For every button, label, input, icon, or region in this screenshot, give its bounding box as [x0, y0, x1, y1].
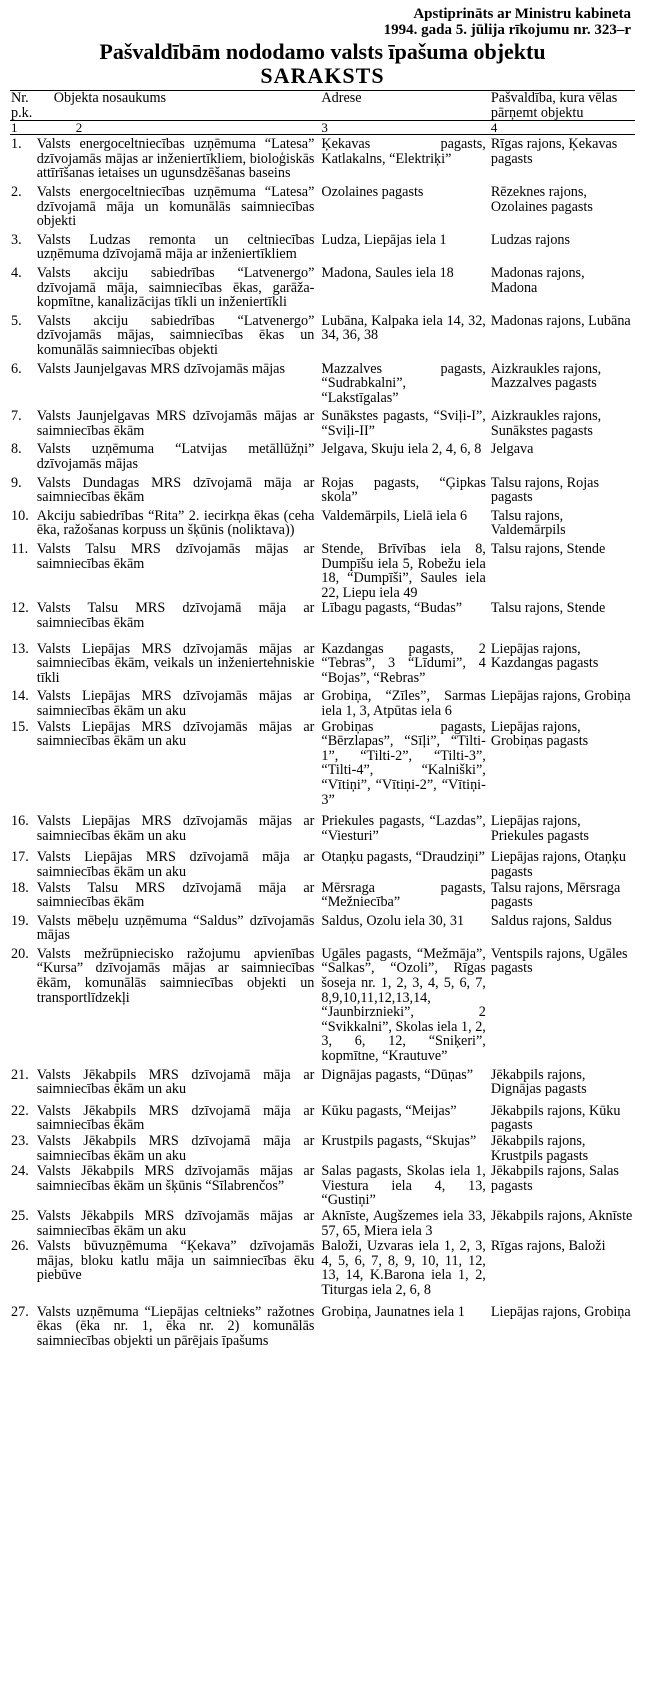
row-municipality: Liepājas rajons, Kazdangas pagasts: [490, 640, 599, 672]
row-object-name: Valsts uzņēmuma “Latvijas metāllūžņi” dzīvojamās mājas: [36, 441, 315, 473]
table-row: [10, 913, 635, 946]
row-nr: 21.: [11, 1066, 29, 1083]
col-number-1: 1: [10, 121, 36, 135]
approval-line-2: 1994. gada 5. jūlija rīkojumu nr. 323–r: [383, 22, 631, 38]
row-object-name: Valsts Talsu MRS dzīvojamās mājas ar saimniecības ēkām: [36, 541, 315, 572]
row-municipality: Rīgas rajons, Baloži: [490, 1238, 606, 1255]
row-object-name: Valsts Liepājas MRS dzīvojamās mājas ar saimniecības ēkām un aku: [36, 688, 315, 719]
table-row: [10, 313, 635, 361]
row-nr: 15.: [11, 718, 29, 735]
row-object-name: Valsts Talsu MRS dzīvojamā māja ar saimniecības ēkām: [36, 600, 315, 631]
row-object-name: Valsts akciju sabiedrības “Latvenergo” dzīvojamās mājas, saimniecības ēkas un komunālās saimniecības objekti: [36, 312, 315, 358]
row-address: Ugāles pagasts, “Mežmāja”, “Salkas”, “Ozoli”, Rīgas šoseja nr. 1, 2, 3, 4, 5, 6, 7, 8,9,10,11,12,13,14, “Jaunbirznieki”, 2 “Svikkalni”, Skolas iela 1, 2, 3, 6, 12, “Sniķeri”, kopmītne, “Krautuve”: [321, 945, 486, 1065]
row-address: Lubāna, Kalpaka iela 14, 32, 34, 36, 38: [321, 312, 486, 344]
table-row: [10, 1238, 635, 1303]
row-nr: 13.: [11, 640, 29, 657]
row-municipality: Rēzeknes rajons, Ozolaines pagasts: [490, 183, 593, 215]
row-nr: 3.: [11, 231, 22, 248]
row-object-name: Valsts uzņēmuma “Liepājas celtnieks” ražotnes ēkas (ēka nr. 1, ēka nr. 2) komunālās saimniecības objekti un pārējais īpašums: [36, 1303, 315, 1349]
table-row: [10, 1067, 635, 1103]
row-address: Kūku pagasts, “Meijas”: [321, 1102, 457, 1119]
header-name: Objekta nosaukums: [36, 91, 321, 121]
row-nr: 18.: [11, 879, 29, 896]
row-address: Ķekavas pagasts, Katlakalns, “Elektriķi”: [321, 136, 486, 167]
row-nr: 10.: [11, 507, 29, 524]
approval-line-1: Apstiprināts ar Ministru kabineta: [413, 6, 631, 22]
table-row: [10, 265, 635, 313]
row-municipality: Talsu rajons, Stende: [490, 600, 606, 617]
row-municipality: Talsu rajons, Stende: [490, 541, 606, 558]
row-nr: 12.: [11, 600, 29, 617]
table-row: [10, 1103, 635, 1133]
table-header-row: [10, 91, 635, 121]
row-municipality: Liepājas rajons, Grobiņa: [490, 1303, 631, 1320]
row-address: Lībagu pagasts, “Budas”: [321, 600, 463, 617]
row-object-name: Valsts Jaunjelgavas MRS dzīvojamās mājas: [36, 360, 285, 377]
row-address: Mērsraga pagasts, “Mežniecība”: [321, 879, 486, 911]
row-object-name: Akciju sabiedrības “Rita” 2. iecirkņa ēkas (ceha ēka, ražošanas korpuss un šķūnis (noliktava)): [36, 507, 315, 539]
col-number-3: 3: [320, 121, 489, 135]
row-municipality: Ventspils rajons, Ugāles pagasts: [490, 945, 628, 977]
row-address: Priekules pagasts, “Lazdas”, “Viesturi”: [321, 813, 486, 844]
row-address: Jelgava, Skuju iela 2, 4, 6, 8: [321, 441, 482, 458]
table-row: [10, 1163, 635, 1208]
row-nr: 14.: [11, 688, 29, 705]
row-nr: 22.: [11, 1102, 29, 1119]
row-address: Stende, Brīvības iela 8, Dumpīšu iela 5, Robežu iela 18, “Dumpīši”, Saules iela 22, Liepu iela 49: [321, 541, 486, 601]
row-object-name: Valsts energoceltniecības uzņēmuma “Latesa” dzīvojamā māja un komunālās saimniecības objekti: [36, 183, 315, 230]
row-object-name: Valsts Liepājas MRS dzīvojamā māja ar saimniecības ēkām un aku: [36, 849, 315, 880]
row-address: Ludza, Liepājas iela 1: [321, 231, 447, 248]
table-row: [10, 641, 635, 689]
row-address: Dignājas pagasts, “Dūņas”: [321, 1066, 474, 1083]
row-municipality: Liepājas rajons, Grobiņa: [490, 688, 631, 705]
document-title: Pašvaldībām nododamo valsts īpašuma objektu: [99, 39, 546, 64]
row-municipality: Talsu rajons, Valdemārpils: [490, 507, 566, 539]
header-address: Adrese: [320, 91, 489, 121]
row-object-name: Valsts Liepājas MRS dzīvojamās mājas ar saimniecības ēkām un aku: [36, 813, 315, 844]
row-municipality: Jēkabpils rajons, Salas pagasts: [490, 1163, 619, 1194]
table-row: [10, 441, 635, 474]
row-nr: 27.: [11, 1303, 29, 1320]
table-row: [10, 849, 635, 879]
column-number-row: [10, 121, 635, 135]
table-row: [10, 408, 635, 441]
row-nr: 17.: [11, 849, 29, 866]
objects-table: [10, 90, 635, 1354]
table-row: [10, 946, 635, 1067]
table-row: [10, 361, 635, 409]
table-row: [10, 541, 635, 600]
row-nr: 23.: [11, 1133, 29, 1149]
row-municipality: Jēkabpils rajons, Dignājas pagasts: [490, 1066, 587, 1098]
row-municipality: Madonas rajons, Madona: [490, 264, 585, 296]
table-row: [10, 1133, 635, 1163]
row-address: Mazzalves pagasts, “Sudrabkalni”, “Lakstīgalas”: [321, 360, 486, 406]
row-object-name: Valsts būvuzņēmuma “Ķekava” dzīvojamās mājas, bloku katlu māja un saimniecības ēku piebūve: [36, 1238, 315, 1284]
row-object-name: Valsts Jēkabpils MRS dzīvojamās mājas ar saimniecības ēkām un aku: [36, 1207, 315, 1239]
row-address: Madona, Saules iela 18: [321, 264, 454, 281]
row-address: Saldus, Ozolu iela 30, 31: [321, 912, 465, 929]
row-address: Ozolaines pagasts: [321, 183, 424, 200]
row-object-name: Valsts Ludzas remonta un celtniecības uzņēmuma dzīvojamā māja ar inženiertīkliem: [36, 231, 315, 263]
row-nr: 26.: [11, 1238, 29, 1255]
row-address: Grobiņas pagasts, “Bērzlapas”, “Sīļi”, “Tilti-1”, “Tilti-2”, “Tilti-3”, “Tilti-4”, “Kalniški”, “Vītiņi”, “Vītiņi-2”, “Vītiņi-3”: [321, 718, 486, 808]
row-nr: 4.: [11, 264, 22, 281]
row-municipality: Jēkabpils rajons, Krustpils pagasts: [490, 1133, 589, 1164]
row-nr: 9.: [11, 474, 22, 491]
document-subtitle: SARAKSTS: [260, 63, 385, 88]
row-object-name: Valsts Talsu MRS dzīvojamā māja ar saimniecības ēkām: [36, 879, 315, 911]
col-number-4: 4: [490, 121, 635, 135]
row-municipality: Jelgava: [490, 441, 534, 458]
row-object-name: Valsts energoceltniecības uzņēmuma “Latesa” dzīvojamās mājas ar inženiertīkliem, bioloģiskās attīrīšanas ietaises un ugunsdzēšanas baseins: [36, 136, 315, 182]
row-object-name: Valsts Jaunjelgavas MRS dzīvojamās mājas ar saimniecības ēkām: [36, 408, 315, 439]
row-municipality: Liepājas rajons, Grobiņas pagasts: [490, 718, 589, 750]
row-object-name: Valsts Jēkabpils MRS dzīvojamā māja ar saimniecības ēkām: [36, 1102, 315, 1134]
row-address: Krustpils pagasts, “Skujas”: [321, 1133, 477, 1149]
row-address: Rojas pagasts, “Ģipkas skola”: [321, 474, 486, 506]
row-object-name: Valsts Jēkabpils MRS dzīvojamā māja ar saimniecības ēkām un aku: [36, 1133, 315, 1164]
row-nr: 7.: [11, 408, 22, 425]
row-municipality: Aizkraukles rajons, Mazzalves pagasts: [490, 360, 602, 392]
table-row: [10, 813, 635, 849]
table-row: [10, 508, 635, 541]
col-number-2: 2: [36, 121, 321, 135]
row-nr: 24.: [11, 1163, 29, 1180]
row-address: Sunākstes pagasts, “Sviļi-I”, “Sviļi-II”: [321, 408, 486, 439]
row-object-name: Valsts mežrūpniecisko ražojumu apvienības “Kursa” dzīvojamās mājas ar saimniecības ēkām, komunālās saimniecības objekti un transportlīdzekļi: [36, 945, 315, 1006]
row-object-name: Valsts Liepājas MRS dzīvojamās mājas ar saimniecības ēkām un aku: [36, 718, 315, 750]
table-row: [10, 719, 635, 814]
row-object-name: Valsts akciju sabiedrības “Latvenergo” dzīvojamā māja, saimniecības ēkas, garāža-kopmītne, kanalizācijas tīkli un inženiertīkli: [36, 264, 315, 311]
row-address: Salas pagasts, Skolas iela 1, Viestura iela 4, 13, “Gustiņi”: [321, 1163, 486, 1209]
row-address: Grobiņa, “Zīles”, Sarmas iela 1, 3, Atpūtas iela 6: [321, 688, 486, 719]
header-municipality: Pašvaldība, kura vēlas pārņemt objektu: [490, 91, 635, 121]
row-nr: 1.: [11, 136, 22, 153]
table-row: [10, 1208, 635, 1238]
approval-note: [10, 6, 635, 38]
row-municipality: Madonas rajons, Lubāna: [490, 312, 631, 329]
table-row: [10, 475, 635, 508]
row-nr: 25.: [11, 1207, 29, 1224]
row-municipality: Talsu rajons, Rojas pagasts: [490, 474, 600, 506]
row-nr: 6.: [11, 360, 22, 377]
table-row: [10, 688, 635, 718]
table-row: [10, 600, 635, 640]
row-nr: 5.: [11, 312, 22, 329]
row-municipality: Rīgas rajons, Ķekavas pagasts: [490, 136, 618, 167]
row-object-name: Valsts Dundagas MRS dzīvojamā māja ar saimniecības ēkām: [36, 474, 315, 506]
row-address: Otaņķu pagasts, “Draudziņi”: [321, 849, 485, 866]
row-address: Baloži, Uzvaras iela 1, 2, 3, 4, 5, 6, 7, 8, 9, 10, 11, 12, 13, 14, K.Barona iela 1, 2, Titurgas iela 2, 6, 8: [321, 1238, 486, 1298]
row-object-name: Valsts Jēkabpils MRS dzīvojamās mājas ar saimniecības ēkām un šķūnis “Sīlabrenčos”: [36, 1163, 315, 1194]
row-address: Aknīste, Augšzemes iela 33, 57, 65, Miera iela 3: [321, 1207, 486, 1239]
row-municipality: Saldus rajons, Saldus: [490, 912, 612, 929]
header-nr: Nr. p.k.: [10, 91, 36, 121]
table-row: [10, 880, 635, 913]
row-object-name: Valsts Jēkabpils MRS dzīvojamā māja ar saimniecības ēkām un aku: [36, 1066, 315, 1098]
table-body: [10, 135, 635, 1355]
row-municipality: Jēkabpils rajons, Kūku pagasts: [490, 1102, 621, 1134]
row-municipality: Talsu rajons, Mērsraga pagasts: [490, 879, 621, 911]
row-nr: 8.: [11, 441, 22, 458]
table-row: [10, 1304, 635, 1355]
row-municipality: Aizkraukles rajons, Sunākstes pagasts: [490, 408, 602, 439]
row-nr: 11.: [11, 541, 29, 558]
table-row: [10, 232, 635, 265]
row-address: Valdemārpils, Lielā iela 6: [321, 507, 468, 524]
row-object-name: Valsts Liepājas MRS dzīvojamās mājas ar saimniecības ēkām, veikals un inženiertehniskie tīkli: [36, 640, 315, 686]
table-row: [10, 184, 635, 232]
row-address: Grobiņa, Jaunatnes iela 1: [321, 1303, 465, 1320]
row-object-name: Valsts mēbeļu uzņēmuma “Saldus” dzīvojamās mājas: [36, 912, 315, 944]
table-row: [10, 135, 635, 184]
row-nr: 2.: [11, 183, 22, 200]
row-municipality: Liepājas rajons, Priekules pagasts: [490, 813, 589, 844]
row-address: Kazdangas pagasts, 2 “Tebras”, 3 “Līdumi”, 4 “Bojas”, “Rebras”: [321, 640, 486, 686]
row-municipality: Jēkabpils rajons, Aknīste: [490, 1207, 633, 1224]
row-nr: 20.: [11, 945, 29, 962]
row-nr: 19.: [11, 912, 29, 929]
row-municipality: Ludzas rajons: [490, 231, 571, 248]
row-nr: 16.: [11, 813, 29, 830]
row-municipality: Liepājas rajons, Otaņķu pagasts: [490, 849, 626, 880]
